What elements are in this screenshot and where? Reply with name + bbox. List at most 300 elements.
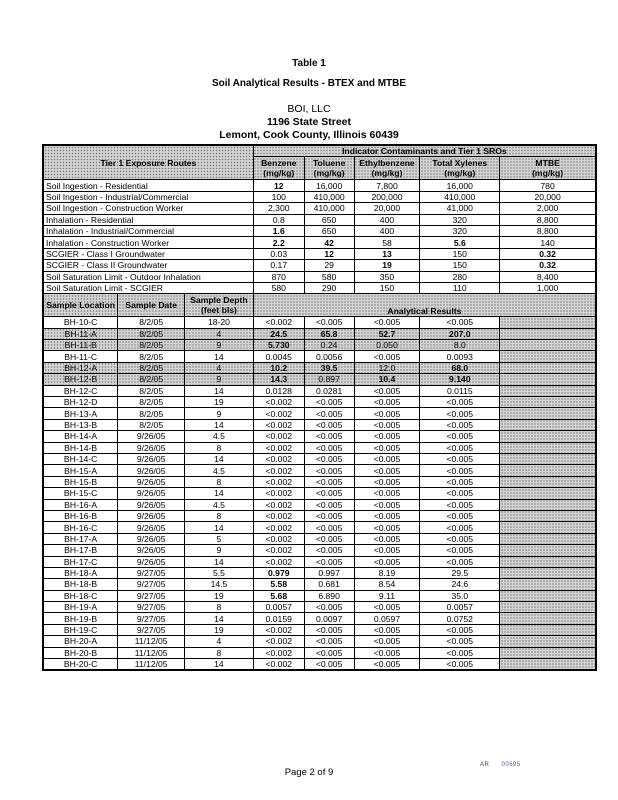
- result-value: <0.002: [253, 659, 304, 671]
- sample-location: BH-11-C: [43, 351, 118, 362]
- sample-depth: 14: [185, 488, 254, 499]
- mtbe-not-analyzed-cell: [500, 465, 596, 476]
- sro-value: 2,300: [253, 203, 304, 214]
- sample-row: [43, 317, 596, 328]
- result-value: 8.0: [420, 340, 500, 351]
- result-value: 207.0: [420, 328, 500, 339]
- sample-depth: 8: [185, 602, 254, 613]
- analytical-results-header: Analytical Results: [253, 294, 596, 317]
- mtbe-not-analyzed-cell: [500, 556, 596, 567]
- exposure-route: SCGIER - Class I Groundwater: [43, 248, 253, 259]
- mtbe-not-analyzed-cell: [500, 419, 596, 430]
- sample-date: 11/12/05: [118, 636, 185, 647]
- sro-value: 16,000: [420, 180, 500, 191]
- result-value: <0.005: [354, 397, 420, 408]
- sample-row: [43, 351, 596, 362]
- column-header-total-xylenes: [420, 157, 500, 180]
- result-value: <0.002: [253, 522, 304, 533]
- result-value: 0.681: [304, 579, 354, 590]
- result-value: <0.005: [304, 476, 354, 487]
- sro-value: 350: [354, 271, 420, 282]
- mtbe-not-analyzed-cell: [500, 351, 596, 362]
- result-value: <0.005: [420, 624, 500, 635]
- sample-date: 9/26/05: [118, 431, 185, 442]
- sample-depth: 14: [185, 522, 254, 533]
- sro-row: [43, 225, 596, 236]
- sro-value: 150: [354, 282, 420, 293]
- sample-location: BH-10-C: [43, 317, 118, 328]
- result-value: 8.54: [354, 579, 420, 590]
- result-value: <0.005: [354, 647, 420, 658]
- result-value: <0.005: [354, 476, 420, 487]
- sro-value: 8,800: [500, 225, 596, 236]
- sample-location: BH-15-B: [43, 476, 118, 487]
- sro-value: 12: [304, 248, 354, 259]
- result-value: <0.005: [304, 624, 354, 635]
- sample-row: [43, 453, 596, 464]
- result-value: <0.005: [420, 488, 500, 499]
- result-value: 0.24: [304, 340, 354, 351]
- result-value: <0.005: [354, 522, 420, 533]
- column-name: Ethylbenzene: [359, 158, 415, 169]
- result-value: <0.005: [304, 602, 354, 613]
- sample-date: 8/2/05: [118, 328, 185, 339]
- sample-date: 9/27/05: [118, 567, 185, 578]
- column-unit: (mg/kg): [263, 168, 295, 179]
- sample-date: 9/26/05: [118, 442, 185, 453]
- result-value: <0.005: [420, 545, 500, 556]
- result-value: 0.0597: [354, 613, 420, 624]
- mtbe-not-analyzed-cell: [500, 488, 596, 499]
- mtbe-not-analyzed-cell: [500, 385, 596, 396]
- mtbe-not-analyzed-cell: [500, 476, 596, 487]
- sample-location: BH-19-B: [43, 613, 118, 624]
- result-value: <0.005: [354, 385, 420, 396]
- exposure-route: Soil Ingestion - Industrial/Commercial: [43, 191, 253, 202]
- sro-value: 7,800: [354, 180, 420, 191]
- sample-depth: 9: [185, 340, 254, 351]
- sample-date: 8/2/05: [118, 374, 185, 385]
- sample-date: 11/12/05: [118, 659, 185, 671]
- sro-value: 42: [304, 237, 354, 248]
- result-value: <0.002: [253, 533, 304, 544]
- sample-location: BH-18-B: [43, 579, 118, 590]
- sample-location: BH-12-A: [43, 362, 118, 373]
- result-value: 0.0045: [253, 351, 304, 362]
- sro-value: 870: [253, 271, 304, 282]
- exposure-route: Soil Saturation Limit - SCGIER: [43, 282, 253, 293]
- result-value: 5.68: [253, 590, 304, 601]
- sample-location: BH-14-A: [43, 431, 118, 442]
- mtbe-not-analyzed-cell: [500, 374, 596, 385]
- sro-value: 5.6: [420, 237, 500, 248]
- result-value: <0.002: [253, 442, 304, 453]
- sample-depth: 14: [185, 659, 254, 671]
- sample-location: BH-16-A: [43, 499, 118, 510]
- sro-value: 200,000: [354, 191, 420, 202]
- sample-row: [43, 602, 596, 613]
- result-value: 52.7: [354, 328, 420, 339]
- result-value: <0.005: [354, 351, 420, 362]
- contaminants-group-header: Indicator Contaminants and Tier 1 SROs: [253, 145, 596, 157]
- sample-depth: 14: [185, 351, 254, 362]
- sample-depth: 4: [185, 362, 254, 373]
- sample-location-header: Sample Location: [43, 294, 118, 317]
- column-name: Toluene: [312, 158, 346, 169]
- sample-depth: 4.5: [185, 431, 254, 442]
- result-value: 0.0057: [420, 602, 500, 613]
- mtbe-not-analyzed-cell: [500, 510, 596, 521]
- sample-location: BH-13-B: [43, 419, 118, 430]
- mtbe-not-analyzed-cell: [500, 624, 596, 635]
- sample-depth: 19: [185, 590, 254, 601]
- result-value: <0.005: [304, 499, 354, 510]
- sample-location: BH-11-A: [43, 328, 118, 339]
- sro-value: 410,000: [304, 191, 354, 202]
- result-value: <0.005: [304, 533, 354, 544]
- result-value: 0.0057: [253, 602, 304, 613]
- sample-depth: 9: [185, 374, 254, 385]
- sample-date: 9/27/05: [118, 579, 185, 590]
- sample-location: BH-16-B: [43, 510, 118, 521]
- exposure-route: Soil Ingestion - Residential: [43, 180, 253, 191]
- sample-depth: 14: [185, 419, 254, 430]
- result-value: <0.005: [304, 522, 354, 533]
- result-value: <0.002: [253, 419, 304, 430]
- sro-value: 410,000: [304, 203, 354, 214]
- result-value: <0.005: [420, 419, 500, 430]
- stamp-code: 00695: [501, 762, 521, 768]
- sample-depth: 19: [185, 624, 254, 635]
- sro-value: 41,000: [420, 203, 500, 214]
- document-title: Soil Analytical Results - BTEX and MTBE: [211, 78, 407, 89]
- result-value: <0.005: [354, 510, 420, 521]
- exposure-route: Inhalation - Construction Worker: [43, 237, 253, 248]
- soil-results-table: [42, 144, 597, 671]
- mtbe-not-analyzed-cell: [500, 647, 596, 658]
- company-name: BOI, LLC: [287, 103, 331, 115]
- result-value: <0.005: [420, 510, 500, 521]
- sample-date: 9/26/05: [118, 499, 185, 510]
- result-value: <0.005: [354, 545, 420, 556]
- sample-date: 9/26/05: [118, 545, 185, 556]
- result-value: <0.005: [354, 442, 420, 453]
- exposure-route: Soil Saturation Limit - Outdoor Inhalation: [43, 271, 253, 282]
- sro-value: 8,400: [500, 271, 596, 282]
- sample-row: [43, 419, 596, 430]
- sro-value: 100: [253, 191, 304, 202]
- sample-date: 8/2/05: [118, 362, 185, 373]
- result-value: 0.0093: [420, 351, 500, 362]
- sro-value: 290: [304, 282, 354, 293]
- result-value: <0.005: [304, 453, 354, 464]
- sample-location: BH-13-A: [43, 408, 118, 419]
- result-value: <0.002: [253, 647, 304, 658]
- mtbe-not-analyzed-cell: [500, 613, 596, 624]
- result-value: <0.005: [420, 533, 500, 544]
- sro-value: 8,800: [500, 214, 596, 225]
- sro-row: [43, 248, 596, 259]
- sample-date: 9/26/05: [118, 533, 185, 544]
- result-value: <0.002: [253, 465, 304, 476]
- result-value: <0.005: [304, 465, 354, 476]
- mtbe-not-analyzed-cell: [500, 340, 596, 351]
- sample-location: BH-20-C: [43, 659, 118, 671]
- result-value: <0.005: [354, 624, 420, 635]
- result-value: 8.19: [354, 567, 420, 578]
- sample-date: 9/27/05: [118, 624, 185, 635]
- result-value: <0.005: [354, 488, 420, 499]
- result-value: <0.005: [420, 317, 500, 328]
- result-value: 5.58: [253, 579, 304, 590]
- sample-depth: 5: [185, 533, 254, 544]
- sample-date: 9/26/05: [118, 522, 185, 533]
- result-value: <0.005: [304, 545, 354, 556]
- sample-depth: 19: [185, 397, 254, 408]
- result-value: <0.002: [253, 499, 304, 510]
- sample-location: BH-19-A: [43, 602, 118, 613]
- mtbe-not-analyzed-cell: [500, 522, 596, 533]
- sample-row: [43, 431, 596, 442]
- result-value: <0.005: [354, 408, 420, 419]
- sample-location: BH-14-B: [43, 442, 118, 453]
- sro-row: [43, 180, 596, 191]
- result-value: <0.005: [354, 636, 420, 647]
- sample-row: [43, 647, 596, 658]
- result-value: 24.6: [420, 579, 500, 590]
- sample-date: 9/26/05: [118, 556, 185, 567]
- sro-value: 580: [253, 282, 304, 293]
- result-value: 29.5: [420, 567, 500, 578]
- mtbe-not-analyzed-cell: [500, 590, 596, 601]
- column-unit: (mg/kg): [313, 168, 345, 179]
- column-header-ethylbenzene: [354, 157, 420, 180]
- result-value: 10.4: [354, 374, 420, 385]
- result-value: <0.005: [354, 431, 420, 442]
- sro-value: 2.2: [253, 237, 304, 248]
- sample-row: [43, 545, 596, 556]
- result-value: <0.005: [420, 442, 500, 453]
- column-unit: (mg/kg): [444, 168, 476, 179]
- sro-value: 12: [253, 180, 304, 191]
- sample-date: 8/2/05: [118, 408, 185, 419]
- result-value: 65.8: [304, 328, 354, 339]
- sample-depth: 4.5: [185, 499, 254, 510]
- result-value: <0.005: [354, 533, 420, 544]
- result-value: <0.005: [420, 556, 500, 567]
- sample-row: [43, 567, 596, 578]
- result-value: <0.005: [420, 431, 500, 442]
- sro-value: 320: [420, 225, 500, 236]
- sro-value: 1.6: [253, 225, 304, 236]
- document-stamp: [480, 762, 521, 768]
- sro-value: 13: [354, 248, 420, 259]
- sample-row: [43, 636, 596, 647]
- mtbe-not-analyzed-cell: [500, 579, 596, 590]
- mtbe-not-analyzed-cell: [500, 602, 596, 613]
- result-value: <0.005: [304, 442, 354, 453]
- sample-depth: 8: [185, 510, 254, 521]
- exposure-route: SCGIER - Class II Groundwater: [43, 260, 253, 271]
- sro-value: 1,000: [500, 282, 596, 293]
- sample-depth: 9: [185, 408, 254, 419]
- sample-date: 9/27/05: [118, 590, 185, 601]
- mtbe-not-analyzed-cell: [500, 431, 596, 442]
- sro-value: 58: [354, 237, 420, 248]
- sample-location: BH-19-C: [43, 624, 118, 635]
- sample-date: 11/12/05: [118, 647, 185, 658]
- sro-value: 19: [354, 260, 420, 271]
- result-value: 0.0056: [304, 351, 354, 362]
- sample-date-header: Sample Date: [118, 294, 185, 317]
- sample-location: BH-17-A: [43, 533, 118, 544]
- result-value: <0.002: [253, 636, 304, 647]
- exposure-route: Inhalation - Residential: [43, 214, 253, 225]
- result-value: <0.005: [354, 659, 420, 671]
- sample-date: 8/2/05: [118, 317, 185, 328]
- result-value: <0.005: [354, 453, 420, 464]
- table-label: Table 1: [292, 58, 326, 69]
- page-number: Page 2 of 9: [284, 767, 334, 778]
- mtbe-not-analyzed-cell: [500, 408, 596, 419]
- result-value: <0.005: [304, 488, 354, 499]
- sample-row: [43, 374, 596, 385]
- result-value: <0.005: [354, 556, 420, 567]
- result-value: 6.890: [304, 590, 354, 601]
- sample-location: BH-12-B: [43, 374, 118, 385]
- sro-value: 0.03: [253, 248, 304, 259]
- sro-row: [43, 214, 596, 225]
- sro-row: [43, 271, 596, 282]
- result-value: <0.002: [253, 510, 304, 521]
- sro-value: 280: [420, 271, 500, 282]
- sro-value: 110: [420, 282, 500, 293]
- result-value: 0.050: [354, 340, 420, 351]
- result-value: <0.005: [420, 647, 500, 658]
- sample-location: BH-17-B: [43, 545, 118, 556]
- sro-value: 780: [500, 180, 596, 191]
- result-value: <0.005: [304, 408, 354, 419]
- result-value: 68.0: [420, 362, 500, 373]
- sample-location: BH-17-C: [43, 556, 118, 567]
- sample-row: [43, 659, 596, 671]
- sample-row: [43, 476, 596, 487]
- result-value: <0.002: [253, 556, 304, 567]
- mtbe-not-analyzed-cell: [500, 328, 596, 339]
- sro-value: 580: [304, 271, 354, 282]
- result-value: <0.002: [253, 624, 304, 635]
- sample-date: 8/2/05: [118, 351, 185, 362]
- sro-value: 400: [354, 225, 420, 236]
- sample-depth: 8: [185, 442, 254, 453]
- sample-depth: 14: [185, 556, 254, 567]
- sample-row: [43, 362, 596, 373]
- result-value: <0.005: [420, 476, 500, 487]
- sro-value: 410,000: [420, 191, 500, 202]
- sample-depth-header: Sample Depth (feet bls): [185, 294, 254, 317]
- sample-row: [43, 385, 596, 396]
- result-value: 0.0281: [304, 385, 354, 396]
- sro-row: [43, 260, 596, 271]
- sample-date: 8/2/05: [118, 397, 185, 408]
- sample-date: 8/2/05: [118, 340, 185, 351]
- result-value: 0.997: [304, 567, 354, 578]
- result-value: <0.005: [304, 317, 354, 328]
- sample-row: [43, 579, 596, 590]
- sample-header-row: [43, 294, 596, 317]
- mtbe-not-analyzed-cell: [500, 397, 596, 408]
- sample-date: 8/2/05: [118, 419, 185, 430]
- result-value: <0.005: [304, 419, 354, 430]
- sample-depth: 14: [185, 453, 254, 464]
- sample-row: [43, 533, 596, 544]
- site-city: Lemont, Cook County, Illinois 60439: [219, 129, 399, 141]
- sro-row: [43, 203, 596, 214]
- result-value: <0.005: [304, 556, 354, 567]
- result-value: 0.979: [253, 567, 304, 578]
- result-value: 0.0752: [420, 613, 500, 624]
- sample-location: BH-12-C: [43, 385, 118, 396]
- sample-row: [43, 590, 596, 601]
- result-value: <0.005: [420, 397, 500, 408]
- sro-row: [43, 282, 596, 293]
- result-value: <0.002: [253, 476, 304, 487]
- result-value: <0.005: [420, 465, 500, 476]
- column-name: Total Xylenes: [432, 158, 488, 169]
- result-value: 0.0159: [253, 613, 304, 624]
- sample-row: [43, 510, 596, 521]
- result-value: 0.0097: [304, 613, 354, 624]
- column-header-toluene: [304, 157, 354, 180]
- sample-location: BH-14-C: [43, 453, 118, 464]
- result-value: <0.005: [304, 431, 354, 442]
- exposure-route: Soil Ingestion - Construction Worker: [43, 203, 253, 214]
- result-value: <0.002: [253, 453, 304, 464]
- sample-row: [43, 624, 596, 635]
- sro-value: 150: [420, 248, 500, 259]
- sample-row: [43, 465, 596, 476]
- result-value: 9.140: [420, 374, 500, 385]
- column-unit: (mg/kg): [371, 168, 403, 179]
- result-value: <0.002: [253, 397, 304, 408]
- sample-depth: 4: [185, 328, 254, 339]
- sample-depth: 5.5: [185, 567, 254, 578]
- sample-row: [43, 613, 596, 624]
- sample-depth: 4.5: [185, 465, 254, 476]
- sro-value: 20,000: [354, 203, 420, 214]
- column-header-benzene: [253, 157, 304, 180]
- result-value: <0.005: [304, 636, 354, 647]
- result-value: <0.005: [354, 317, 420, 328]
- result-value: 24.5: [253, 328, 304, 339]
- result-value: 0.0128: [253, 385, 304, 396]
- result-value: 0.0115: [420, 385, 500, 396]
- mtbe-not-analyzed-cell: [500, 453, 596, 464]
- result-value: <0.002: [253, 488, 304, 499]
- sample-location: BH-20-B: [43, 647, 118, 658]
- result-value: <0.002: [253, 431, 304, 442]
- result-value: <0.005: [304, 510, 354, 521]
- sro-value: 0.8: [253, 214, 304, 225]
- sample-depth: 18-20: [185, 317, 254, 328]
- column-unit: (mg/kg): [532, 168, 564, 179]
- result-value: <0.002: [253, 408, 304, 419]
- result-value: 5.730: [253, 340, 304, 351]
- sample-location: BH-15-C: [43, 488, 118, 499]
- result-value: <0.005: [354, 419, 420, 430]
- sample-row: [43, 499, 596, 510]
- result-value: <0.005: [354, 499, 420, 510]
